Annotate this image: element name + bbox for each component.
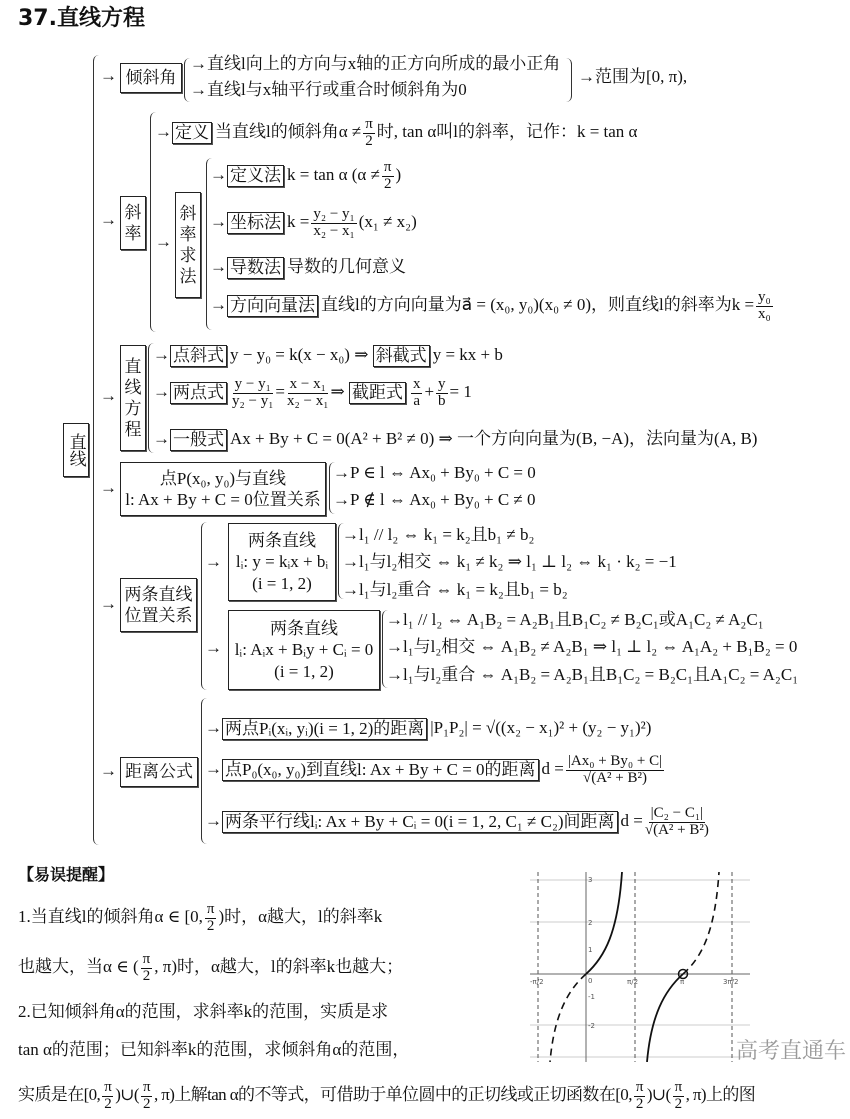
distance-item-box: 两点Pᵢ(xᵢ, yᵢ)(i = 1, 2)的距离 — [222, 718, 427, 740]
fraction — [363, 117, 375, 150]
method-derivative — [210, 257, 406, 279]
numerator: y — [438, 376, 446, 392]
text: 当直线l的倾斜角α ≠ — [215, 122, 362, 142]
denominator: 2 — [142, 967, 151, 984]
char: 率 — [179, 224, 197, 244]
general-form-box — [228, 610, 380, 690]
fraction — [382, 160, 394, 193]
slope-definition — [155, 117, 637, 150]
numerator: x — [412, 376, 421, 392]
tan-curve-solid-2 — [647, 974, 683, 1062]
text: d = — [541, 759, 564, 779]
tip-line-2 — [18, 952, 403, 985]
text: 位置关系 — [124, 606, 193, 625]
page-title: 37.直线方程 — [18, 6, 145, 31]
denominator: y₂ − y₁ — [232, 392, 274, 409]
main-brace — [93, 55, 99, 845]
distance-box: 距离公式 — [120, 757, 198, 787]
relation-item: →l₁ // l₂ ⇔ k₁ = k₂且b₁ ≠ b₂ — [342, 525, 535, 544]
text: y − y₀ = k(x − x₀) ⇒ — [230, 345, 369, 365]
text: lᵢ: Aᵢx + Bᵢy + Cᵢ = 0 — [234, 640, 374, 660]
numerator: π — [383, 159, 392, 175]
arrow: → — [155, 232, 172, 251]
text: ⇒ — [330, 382, 345, 402]
method-box: 定义法 — [227, 165, 284, 187]
denominator: 2 — [674, 1095, 682, 1112]
tangent-graph — [530, 872, 750, 1062]
incline-item: →直线l与x轴平行或重合时倾斜角为0 — [190, 80, 467, 99]
text: 实质是在[0, — [18, 1085, 101, 1105]
text: 两条直线 — [124, 584, 193, 604]
y-tick: 2 — [588, 919, 593, 927]
arrow: → — [205, 759, 222, 779]
incline-range: →范围为[0, π), — [578, 67, 688, 86]
distance-parallel-lines — [205, 806, 711, 839]
denominator: x₂ − x₁ — [313, 222, 355, 239]
slope-form-box — [228, 523, 336, 601]
fraction — [311, 207, 356, 240]
arrow: → — [210, 212, 227, 232]
definition-box: 定义 — [172, 122, 212, 144]
text: , π)上的图 — [685, 1085, 756, 1105]
slope-box — [120, 196, 146, 250]
text: = 1 — [449, 382, 472, 402]
char: 斜 — [124, 202, 142, 222]
arrow: → — [210, 295, 227, 315]
numerator: π — [142, 1079, 150, 1095]
distance-point-line — [205, 754, 666, 787]
fraction — [645, 806, 709, 839]
tan-curve-dashed-1 — [550, 974, 586, 1062]
y-tick: 3 — [588, 876, 593, 884]
brace — [566, 58, 572, 102]
denominator: x₀ — [758, 305, 771, 322]
char: 直 — [124, 356, 142, 376]
text: l: Ax + By + C = 0位置关系 — [125, 490, 321, 509]
arrow: → — [205, 811, 222, 831]
form-box: 截距式 — [349, 382, 406, 404]
denominator: 2 — [104, 1095, 112, 1112]
asymptotes — [538, 872, 732, 1062]
root-box — [63, 423, 89, 477]
arrow: → — [100, 478, 117, 497]
tips-heading: 【易误提醒】 — [18, 867, 115, 884]
fraction — [566, 754, 664, 787]
tip-line-1 — [18, 902, 382, 935]
method-definition — [210, 160, 401, 193]
fraction — [673, 1080, 684, 1113]
form-box: 点斜式 — [170, 345, 227, 367]
x-tick: π — [680, 978, 685, 986]
text: 1.当直线l的倾斜角α ∈ [0, — [18, 907, 203, 927]
text: , π)上解tan α的不等式，可借助于单位圆中的正切线或正切函数在[0, — [153, 1085, 632, 1105]
arrow: → — [100, 594, 117, 613]
numerator: y − y₁ — [234, 376, 271, 392]
arrow: → — [153, 345, 170, 365]
text: lᵢ: y = kᵢx + bᵢ — [235, 552, 329, 572]
denominator: a — [413, 392, 421, 409]
text: d = — [620, 811, 643, 831]
numerator: π — [365, 116, 373, 132]
text: 两条直线 — [270, 619, 338, 639]
fraction — [141, 952, 153, 985]
text: (i = 1, 2) — [252, 573, 312, 593]
point-slope-form — [153, 345, 503, 367]
denominator: 2 — [143, 1095, 150, 1112]
y-tick: -2 — [588, 1022, 595, 1030]
arrow: → — [210, 257, 227, 277]
arrow: → — [205, 718, 222, 738]
denominator: 2 — [206, 917, 215, 934]
numerator: π — [104, 1079, 112, 1095]
relation-item: →l₁与l₂相交 ⇔ k₁ ≠ k₂ ⇒ l₁ ⊥ l₂ ⇔ k₁ · k₂ = −1 — [342, 552, 677, 571]
point-line-item: →P ∉ l ⇔ Ax₀ + By₀ + C ≠ 0 — [333, 490, 536, 509]
numerator: y₂ − y₁ — [313, 206, 355, 222]
form-box: 两点式 — [170, 382, 227, 404]
arrow: → — [205, 638, 222, 657]
fraction — [634, 1080, 645, 1113]
tip-line-3: 2.已知倾斜角α的范围，求斜率k的范围，实质是求 — [18, 1002, 389, 1021]
char: 法 — [179, 267, 197, 287]
denominator: 2 — [383, 175, 392, 192]
distance-item-box: 两条平行线lᵢ: Ax + By + Cᵢ = 0(i = 1, 2, C₁ ≠ C₂)间距离 — [222, 811, 618, 833]
form-box: 一般式 — [170, 429, 227, 451]
numerator: π — [206, 901, 215, 917]
denominator: 2 — [365, 132, 373, 149]
text: y = kx + b — [432, 345, 503, 365]
x-tick: 0 — [588, 977, 593, 985]
two-point-form — [153, 377, 472, 410]
point-line-item: →P ∈ l ⇔ Ax₀ + By₀ + C = 0 — [333, 463, 536, 482]
denominator: x₂ − x₁ — [287, 392, 329, 409]
fraction — [756, 290, 773, 323]
incline-item: →直线l向上的方向与x轴的正方向所成的最小正角 — [190, 54, 561, 73]
text: = — [275, 382, 286, 402]
numerator: |C₂ − C₁| — [650, 805, 704, 821]
arrow: → — [153, 429, 170, 449]
text: ) — [395, 165, 402, 185]
brace — [201, 522, 207, 690]
char: 斜 — [179, 203, 197, 223]
char: 线 — [124, 377, 142, 397]
text: )∪( — [115, 1085, 139, 1105]
arrow: → — [100, 386, 117, 405]
fraction — [411, 377, 423, 410]
numerator: |Ax₀ + By₀ + C| — [567, 753, 663, 769]
char: 率 — [124, 224, 142, 243]
text: + — [424, 382, 435, 402]
method-box: 方向向量法 — [227, 295, 318, 317]
arrow: → — [100, 66, 117, 85]
fraction — [287, 377, 328, 410]
denominator: b — [438, 392, 446, 409]
numerator: π — [674, 1079, 682, 1095]
watermark: 高考直通车 — [736, 1039, 847, 1064]
text: 点P(x₀, y₀)与直线 — [159, 468, 287, 488]
tip-line-4: tan α的范围；已知斜率k的范围，求倾斜角α的范围， — [18, 1040, 410, 1059]
numerator: π — [635, 1079, 643, 1095]
text: 直线l的方向向量为a⃗ = (x₀, y₀)(x₀ ≠ 0)，则直线l的斜率为k = — [321, 295, 755, 315]
distance-two-points — [205, 718, 651, 740]
text: k = — [287, 212, 310, 232]
char: 方 — [124, 399, 142, 418]
arrow: → — [205, 552, 222, 571]
denominator: 2 — [635, 1095, 643, 1112]
incline-box: 倾斜角 — [120, 63, 182, 93]
denominator: √(A² + B²) — [644, 821, 709, 838]
text: , π)时，α越大，l的斜率k也越大； — [154, 957, 404, 977]
formula: |P₁P₂| = √((x₂ − x₁)² + (y₂ − y₁)²) — [430, 718, 652, 738]
text: 也越大，当α ∈ ( — [18, 957, 139, 977]
numerator: y₀ — [758, 289, 771, 305]
text: )时，α越大，l的斜率k — [218, 907, 383, 927]
relation-item: →l₁与l₂重合 ⇔ A₁B₂ = A₂B₁且B₁C₂ = B₂C₁且A₁C₂ = A₂C₁ — [386, 665, 799, 684]
denominator: √(A² + B²) — [583, 769, 648, 786]
char: 程 — [124, 420, 142, 440]
method-coordinate — [210, 207, 417, 240]
slope-methods-box — [175, 192, 201, 298]
x-tick: 3π/2 — [723, 978, 739, 986]
grid — [530, 880, 750, 1057]
point-line-box — [120, 462, 326, 516]
arrow: → — [210, 165, 227, 185]
equations-box — [120, 345, 146, 451]
text: (i = 1, 2) — [274, 661, 334, 681]
text: k = tan α (α ≠ — [287, 165, 380, 185]
text: Ax + By + C = 0(A² + B² ≠ 0) ⇒ 一个方向向量为(B, −A)，法向量为(A, B) — [230, 429, 758, 449]
relation-item: →l₁与l₂重合 ⇔ k₁ = k₂且b₁ = b₂ — [342, 580, 568, 599]
root-label: 直线 — [66, 433, 86, 467]
arrow: → — [100, 210, 117, 229]
two-lines-box — [120, 578, 197, 632]
text: )∪( — [646, 1085, 671, 1105]
x-tick: π/2 — [627, 978, 639, 986]
tip-line-5 — [18, 1080, 755, 1113]
x-tick: -π/2 — [530, 978, 544, 986]
relation-item: →l₁ // l₂ ⇔ A₁B₂ = A₂B₁且B₁C₂ ≠ B₂C₁或A₁C₂ ≠ A₂C₁ — [386, 610, 764, 629]
char: 求 — [179, 246, 197, 265]
fraction — [232, 377, 273, 410]
fraction — [436, 377, 448, 410]
fraction — [102, 1080, 113, 1113]
tan-curve-dashed-2 — [683, 872, 719, 974]
fraction — [205, 902, 217, 935]
text: 两条直线 — [248, 531, 316, 551]
text: 时, tan α叫l的斜率，记作：k = tan α — [376, 122, 638, 142]
y-tick: -1 — [588, 993, 595, 1001]
numerator: x − x₁ — [289, 376, 326, 392]
y-tick: 1 — [588, 946, 593, 954]
method-box: 坐标法 — [227, 212, 284, 234]
arrow: → — [100, 761, 117, 780]
arrow: → — [155, 122, 172, 142]
form-box: 斜截式 — [373, 345, 430, 367]
arrow: → — [153, 382, 170, 402]
text: 导数的几何意义 — [287, 257, 406, 277]
relation-item: →l₁与l₂相交 ⇔ A₁B₂ ≠ A₂B₁ ⇒ l₁ ⊥ l₂ ⇔ A₁A₂ + B₁B₂ = 0 — [386, 637, 798, 656]
text: (x₁ ≠ x₂) — [358, 212, 417, 232]
numerator: π — [142, 951, 151, 967]
distance-item-box: 点P₀(x₀, y₀)到直线l: Ax + By + C = 0的距离 — [222, 759, 539, 781]
method-box: 导数法 — [227, 257, 284, 279]
method-direction-vector — [210, 290, 775, 323]
fraction — [141, 1080, 152, 1113]
general-form — [153, 429, 757, 451]
